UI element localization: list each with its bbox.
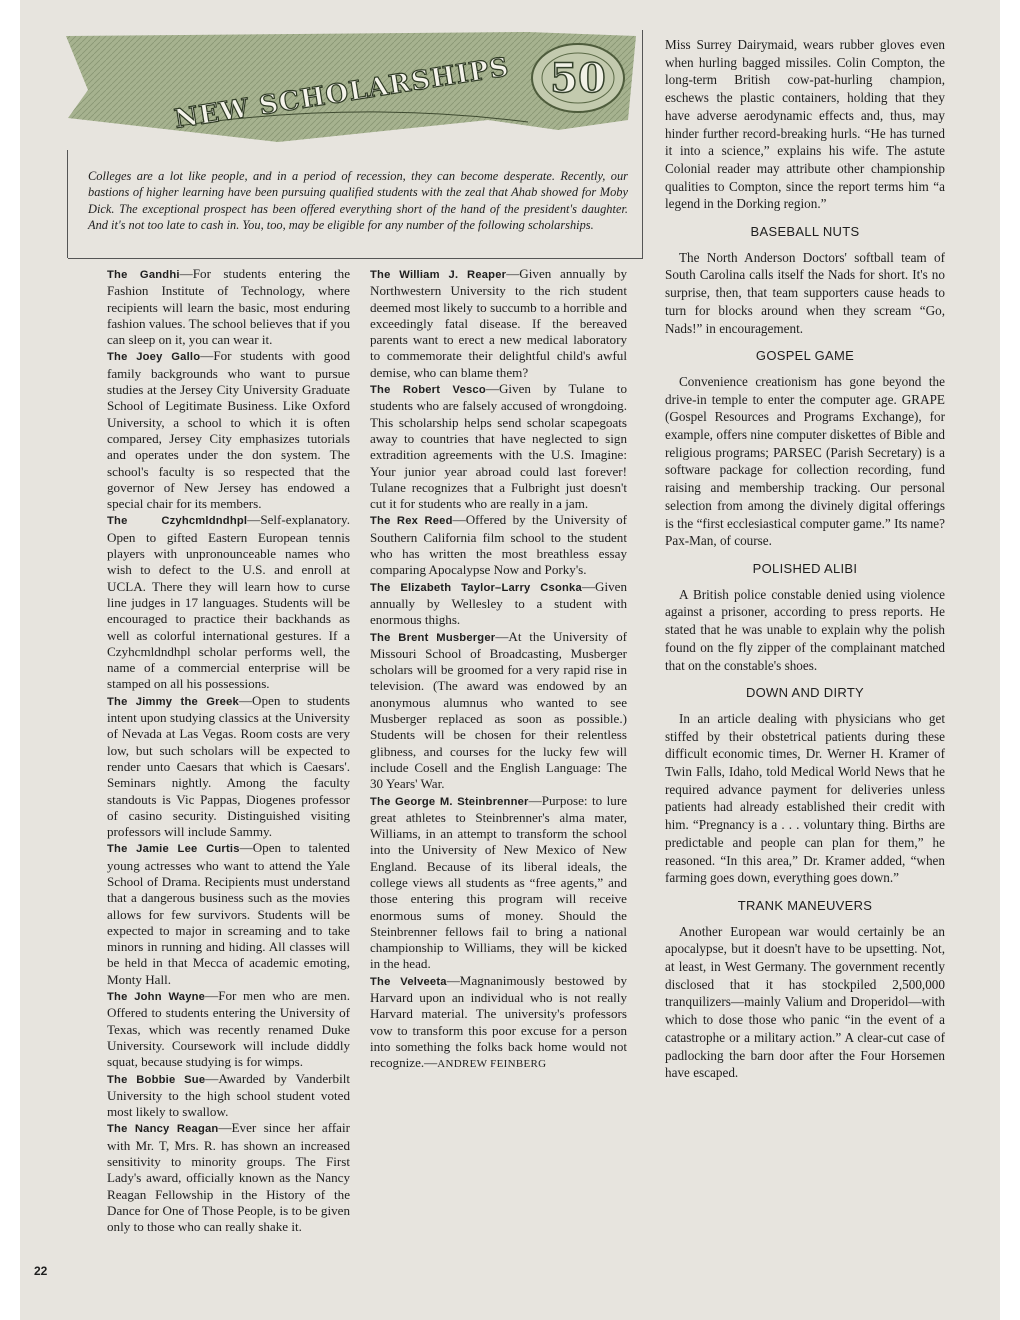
- scholarship-name: The Velveeta: [370, 975, 447, 988]
- scholarship-text: —Given annually by Northwestern University to the rich student deemed most likely to succumb to a horrible and exceedingly fatal disease. If the bereaved parents want to erect a new medical laboratory to commemorate their delightful child's awful demise, who can blame them?: [370, 266, 627, 380]
- scholarship-entry: [107, 988, 350, 1070]
- scholarship-name: The Elizabeth Taylor–Larry Csonka: [370, 581, 582, 594]
- scholarship-entry: [370, 793, 627, 973]
- page-number: 22: [34, 1264, 48, 1278]
- scholarship-entry: [107, 266, 350, 348]
- scholarship-text: —Awarded by Vanderbilt University to the high school student voted most likely to swallow.: [107, 1070, 350, 1120]
- scholarship-entry: [370, 381, 627, 512]
- banner-title: NEW SCHOLARSHIPS: [172, 52, 512, 135]
- section-heading: BASEBALL NUTS: [750, 224, 860, 240]
- scholarship-entry: [107, 348, 350, 512]
- scholarship-name: The Robert Vesco: [370, 384, 486, 397]
- scholarship-entry: [107, 1071, 350, 1121]
- scholarship-entry: [370, 266, 627, 381]
- scholarship-text: —For students entering the Fashion Institute of Technology, where recipients will learn the basic, most enduring fashion values. The school believes that if you can sleep on it, you can wear it.: [107, 266, 351, 348]
- author-byline: ANDREW FEINBERG: [437, 1058, 547, 1071]
- section-heading: GOSPEL GAME: [755, 348, 855, 364]
- section-text: A British police constable denied using violence against a prisoner, according to press reports. He stated that he was unable to explain why the polish found on the fly zipper of the complainant matched that on the constable's shoes.: [665, 586, 945, 673]
- scholarship-name: The Bobbie Sue: [107, 1073, 206, 1086]
- section-text: The North Anderson Doctors' softball team of South Carolina calls itself the Nads for short. It's no surprise, then, that team supporters cause heads to turn for blocks around when they scream “Go, Nads!” in encouragement.: [665, 249, 945, 336]
- scholarship-entry: [107, 1120, 350, 1235]
- scholarship-text: —Open to talented young actresses who want to attend the Yale School of Drama. Recipients must understand that a dangerous business such as the movies allows for few survivors. Students will be expected to major in screaming and to take minors in running and hiding. All classes will be held in that Mecca of academic emoting, Monty Hall.: [107, 840, 350, 987]
- scholarship-text: —Given annually by Wellesley to a student with enormous thighs.: [370, 578, 627, 628]
- scholarship-text: —Ever since her affair with Mr. T, Mrs. R. has shown an increased sensitivity to minority groups. The First Lady's award, officially known as the Nancy Reagan Fellowship in the History of the Dance for One of Those People, is to be given only to those who can really shake it.: [107, 1120, 350, 1235]
- scholarship-name: The Brent Musberger: [370, 631, 496, 644]
- dollar-bill-banner: [58, 30, 636, 145]
- scholarship-entry: [370, 579, 627, 629]
- section-text: Another European war would certainly be an apocalypse, but it doesn't have to be upsetting. Not, at least, in West Germany. The government recently disclosed that it has stockpiled 2,500,000 tranquilizers—mainly Valium and Droperidol—with which to dose those who panic “in the event of a catastrophe or a military action.” A clear-cut case of padlocking the barn door after the Four Horsemen have escaped.: [665, 923, 945, 1081]
- scholarship-entry: [370, 629, 627, 793]
- scholarship-text: —For men who are men. Offered to students entering the University of Texas, which was recently renamed Duke University. Coursework will include diddly squat, because studying is for wimps.: [107, 988, 350, 1070]
- scholarship-text: —Given by Tulane to students who are falsely accused of wrongdoing. This scholarship helps send scholar scapegoats away to countries that have neglected to sign extradition agreements with the U.S. Imagine: Your junior year abroad could last forever! Tulane recognizes that a Fulbright just doesn't cut it for students who are really in a jam.: [370, 381, 627, 512]
- scholarship-text: —Magnanimously bestowed by Harvard upon an individual who is not really Harvard material. The university's professors vow to transform this poor excuse for a person into something the folks back home would not recognize.—: [370, 972, 628, 1071]
- scholarship-name: The John Wayne: [107, 991, 206, 1004]
- scholarship-name: The Joey Gallo: [107, 351, 201, 364]
- section-heading: DOWN AND DIRTY: [745, 685, 865, 701]
- scholarship-name: The Gandhi: [107, 269, 180, 281]
- scholarship-entry: [370, 512, 627, 578]
- scholarship-text: —For students with good family backgrounds who want to pursue studies at the Jersey City University Graduate School of Legitimate Business. Like Oxford University, a school to which it is often compared, Jersey City emphasizes tutorials and operates under the don system. The school's faculty is so respected that the governor of New Jersey has endowed a special chair for its members.: [107, 348, 350, 512]
- section-heading: TRANK MANEUVERS: [737, 897, 873, 913]
- scholarship-name: The Rex Reed: [370, 515, 453, 528]
- scholarship-column-1: [107, 266, 350, 1236]
- scholarship-name: The Czyhcmldndhpl: [107, 515, 248, 528]
- scholarship-name: The Jimmy the Greek: [107, 695, 239, 708]
- bill-number: 50: [550, 55, 606, 102]
- continued-paragraph: Miss Surrey Dairymaid, wears rubber gloves even when hurling bagged missiles. Colin Compton, the long-term British cow-pat-hurling champion, eschews the plastic containers, holding that they have adverse aerodynamic effects and, thus, may hinder further record-breaking hurls. “He has turned it into a science,” explains his wife. The astute Colonial reader may attribute other championship qualities to Compton, since the report terms him “a legend in the Dorking region.”: [665, 37, 945, 212]
- scholarship-text: —At the University of Missouri School of Broadcasting, Musberger scholars will be groomed for a very rapid rise in television. (The award was endowed by an anonymous alumnus who wanted to see Musberger replaced as soon as possible.) Students will be chosen for their relentless glibness, and courses for the lucky few will include Cosell and the English Language: The 30 Years' War.: [370, 628, 627, 792]
- scholarship-entry: [370, 973, 627, 1073]
- scholarship-entry: [107, 512, 350, 692]
- scholarship-column-2: [370, 266, 627, 1073]
- intro-paragraph: Colleges are a lot like people, and in a period of recession, they can become desperate. Recently, our bastions of higher learning have been pursuing qualified students with the zeal that Ahab showed for Moby Dick. The exceptional prospect has been offered everything short of the hand of the president's daughter. And it's not too late to cash in. You, too, may be eligible for any number of the following scholarships.: [88, 169, 628, 233]
- scholarship-text: —Self-explanatory. Open to gifted Eastern European tennis players with unpronounceable names who wish to defect to the U.S. and enroll at UCLA. There they will learn how to curse line judges in 17 languages. Students will be encouraged to practice their backhands as well as colorful international gestures. If a Czyhcmldndhpl scholar performs well, the name of a commercial enterprise will be stamped on all his possessions.: [107, 512, 350, 692]
- scholarship-name: The Nancy Reagan: [107, 1123, 219, 1136]
- section-text: Convenience creationism has gone beyond the drive-in temple to enter the computer age. GRAPE (Gospel Resources and Programs Exchange), for example, offers nine computer diskettes of Bible and religious programs; PARSEC (Parish Secretary) is a software package for collection recording, fund raising and membership tracking. Our personal selection from among the divinely digital offerings is the “first ecclesiastical computer game.” Its name? Pax-Man, of course.: [665, 373, 945, 549]
- scholarship-text: —Offered by the University of Southern California film school to the student who has written the most breathless essay comparing Apocalypse Now and Porky's.: [370, 512, 628, 578]
- scholarship-name: The Jamie Lee Curtis: [107, 843, 240, 856]
- scholarship-entry: [107, 840, 350, 988]
- section-text: In an article dealing with physicians who get stiffed by their obstetrical patients during these difficult economic times, Dr. Werner H. Kramer of Twin Falls, Idaho, told Medical World News that he required advance payment for deliveries unless patients had already established their credit with him. “Pregnancy is a . . . voluntary thing. Births are predictable and people can plan for them,” he reasoned. “In this area,” Dr. Kramer added, “when farming goes down, everything goes down.”: [665, 710, 945, 886]
- news-column: [665, 36, 945, 1082]
- scholarship-text: —Open to students intent upon studying classics at the University of Nevada at Las Vegas. Room costs are very low, but such scholars will be expected to render unto Caesars that which is Caesars'. Seminars nightly. Among the faculty standouts is Vic Pappas, Diogenes professor of casino security. Distinguished visiting professors will include Sammy.: [107, 692, 350, 840]
- scholarship-entry: [107, 693, 350, 841]
- scholarship-text: —Purpose: to lure great athletes to Steinbrenner's alma mater, Williams, in an attempt to transform the school into the University of New Mexico of New England. Because of its liberal ideals, the college views all students as “free agents,” and those entering this program will receive enormous sums of money. Should the Steinbrenner fellows fail to bring a national championship to Williams, they will be kicked in the head.: [370, 792, 628, 972]
- scholarship-name: The William J. Reaper: [370, 269, 507, 281]
- scholarship-name: The George M. Steinbrenner: [370, 795, 529, 808]
- section-heading: POLISHED ALIBI: [752, 560, 858, 576]
